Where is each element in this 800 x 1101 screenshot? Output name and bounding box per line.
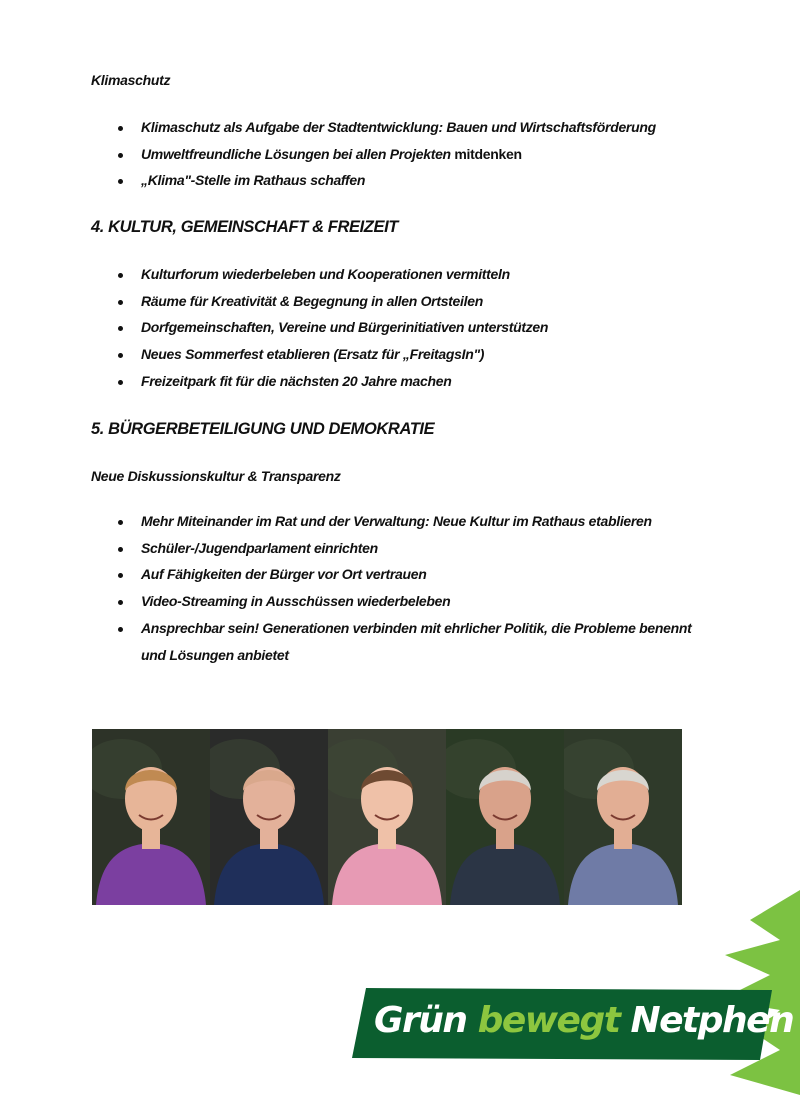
portrait-1: [92, 729, 210, 905]
list-item: Auf Fähigkeiten der Bürger vor Ort vertrauen: [0, 561, 701, 588]
list-item: Kulturforum wiederbeleben und Kooperationen vermitteln: [0, 261, 701, 288]
section-heading-democracy: 5. BÜRGERBETEILIGUNG UND DEMOKRATIE: [91, 420, 435, 438]
list-item: Räume für Kreativität & Begegnung in allen Ortsteilen: [0, 288, 701, 315]
climate-list: [0, 114, 800, 194]
portrait-3: [328, 729, 446, 905]
list-item: „Klima"-Stelle im Rathaus schaffen: [0, 167, 701, 194]
portrait-2: [210, 729, 328, 905]
logo-word-netphen: Netphen: [630, 1000, 794, 1041]
list-item: Freizeitpark fit für die nächsten 20 Jahre machen: [0, 368, 701, 395]
list-item: Dorfgemeinschaften, Vereine und Bürgerinitiativen unterstützen: [0, 314, 701, 341]
democracy-list: [0, 508, 800, 668]
culture-list: [0, 261, 800, 395]
list-item: Ansprechbar sein! Generationen verbinden mit ehrlicher Politik, die Probleme benennt und Lösungen anbietet: [0, 615, 701, 668]
logo-word-bewegt: bewegt: [477, 1000, 620, 1041]
portrait-5: [564, 729, 682, 905]
list-item: Neues Sommerfest etablieren (Ersatz für „FreitagsIn"): [0, 341, 701, 368]
list-item: Video-Streaming in Ausschüssen wiederbeleben: [0, 588, 701, 615]
section-heading-culture: 4. KULTUR, GEMEINSCHAFT & FREIZEIT: [91, 218, 398, 236]
democracy-subheading: Neue Diskussionskultur & Transparenz: [91, 468, 341, 484]
logo-word-gruen: Grün: [374, 1000, 467, 1041]
list-item: Umweltfreundliche Lösungen bei allen Projekten mitdenken: [0, 141, 701, 168]
list-item: Klimaschutz als Aufgabe der Stadtentwicklung: Bauen und Wirtschaftsförderung: [0, 114, 701, 141]
portrait-4: [446, 729, 564, 905]
list-item: Mehr Miteinander im Rat und der Verwaltung: Neue Kultur im Rathaus etablieren: [0, 508, 701, 535]
climate-subheading: Klimaschutz: [91, 72, 171, 88]
candidate-photo-strip: [92, 729, 682, 905]
logo-wordmark: [374, 1000, 793, 1041]
list-item: Schüler-/Jugendparlament einrichten: [0, 535, 701, 562]
